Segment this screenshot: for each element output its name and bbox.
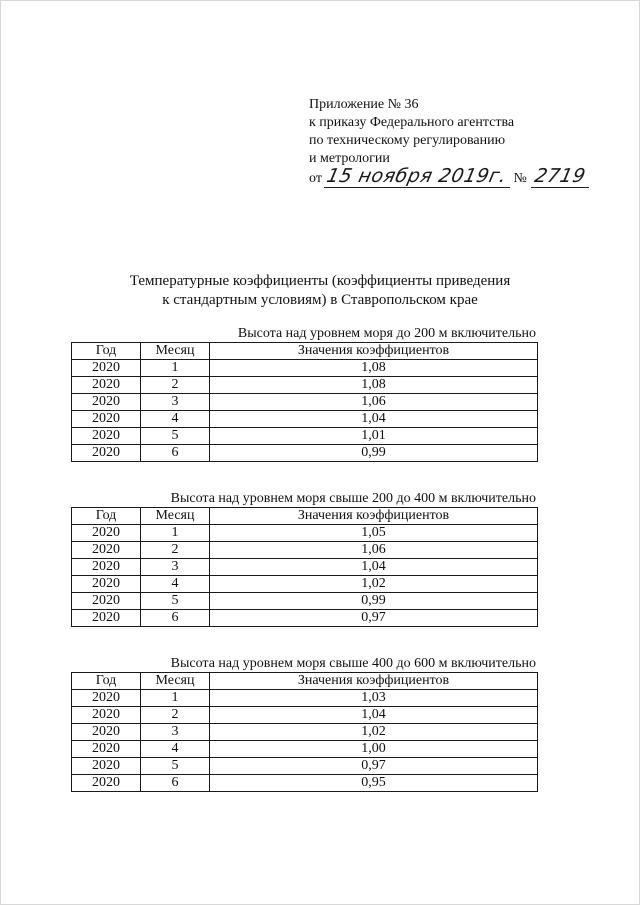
cell-month: 1 <box>141 525 210 542</box>
cell-month: 3 <box>141 394 210 411</box>
section-caption: Высота над уровнем моря до 200 м включительно <box>237 326 536 341</box>
cell-value: 1,08 <box>210 377 538 394</box>
cell-year: 2020 <box>72 707 141 724</box>
cell-value: 1,00 <box>210 741 538 758</box>
cell-month: 2 <box>141 542 210 559</box>
table-row <box>72 559 538 576</box>
cell-value: 1,03 <box>210 690 538 707</box>
table-row <box>72 525 538 542</box>
coefficients-table <box>71 342 538 462</box>
section-altitude-200-400 <box>71 491 537 627</box>
column-header-year: Год <box>72 343 141 360</box>
cell-month: 4 <box>141 411 210 428</box>
cell-year: 2020 <box>72 724 141 741</box>
section-altitude-0-200 <box>71 326 537 462</box>
cell-year: 2020 <box>72 775 141 792</box>
cell-year: 2020 <box>72 610 141 627</box>
column-header-value: Значения коэффициентов <box>210 673 538 690</box>
cell-value: 1,04 <box>210 707 538 724</box>
column-header-month: Месяц <box>141 508 210 525</box>
table-row <box>72 377 538 394</box>
table-row <box>72 724 538 741</box>
column-header-value: Значения коэффициентов <box>210 343 538 360</box>
cell-month: 5 <box>141 758 210 775</box>
cell-year: 2020 <box>72 758 141 775</box>
table-row <box>72 741 538 758</box>
order-date-line <box>309 165 589 188</box>
cell-value: 1,06 <box>210 542 538 559</box>
cell-month: 1 <box>141 360 210 377</box>
cell-value: 1,01 <box>210 428 538 445</box>
cell-month: 2 <box>141 707 210 724</box>
cell-year: 2020 <box>72 576 141 593</box>
cell-year: 2020 <box>72 394 141 411</box>
cell-value: 0,99 <box>210 445 538 462</box>
column-header-value: Значения коэффициентов <box>210 508 538 525</box>
cell-month: 6 <box>141 775 210 792</box>
document-title-line-2: к стандартным условиям) в Ставропольском крае <box>162 292 478 308</box>
cell-month: 5 <box>141 428 210 445</box>
cell-value: 0,95 <box>210 775 538 792</box>
cell-value: 0,99 <box>210 593 538 610</box>
cell-year: 2020 <box>72 377 141 394</box>
table-row <box>72 445 538 462</box>
cell-month: 1 <box>141 690 210 707</box>
cell-month: 3 <box>141 559 210 576</box>
cell-month: 3 <box>141 724 210 741</box>
handwritten-number-field <box>531 165 589 188</box>
column-header-month: Месяц <box>141 343 210 360</box>
number-label: № <box>513 171 527 186</box>
section-caption: Высота над уровнем моря свыше 400 до 600 м включительно <box>170 656 536 671</box>
cell-value: 1,02 <box>210 724 538 741</box>
table-row <box>72 394 538 411</box>
document-title <box>0 272 640 310</box>
coefficients-table <box>71 672 538 792</box>
section-caption: Высота над уровнем моря свыше 200 до 400 м включительно <box>170 491 536 506</box>
cell-month: 4 <box>141 741 210 758</box>
cell-month: 5 <box>141 593 210 610</box>
table-row <box>72 593 538 610</box>
appendix-number: Приложение № 36 <box>309 97 419 112</box>
order-reference-line: к приказу Федерального агентства <box>309 115 515 130</box>
handwritten-number: 2719 <box>532 165 588 187</box>
column-header-year: Год <box>72 508 141 525</box>
cell-year: 2020 <box>72 593 141 610</box>
table-row <box>72 360 538 377</box>
cell-year: 2020 <box>72 360 141 377</box>
handwritten-date: 15 ноября 2019г. <box>324 165 509 187</box>
table-row <box>72 758 538 775</box>
table-row <box>72 775 538 792</box>
cell-year: 2020 <box>72 411 141 428</box>
cell-value: 1,04 <box>210 411 538 428</box>
table-header-row <box>72 343 538 360</box>
coefficients-table <box>71 507 538 627</box>
cell-month: 2 <box>141 377 210 394</box>
cell-year: 2020 <box>72 559 141 576</box>
cell-value: 1,06 <box>210 394 538 411</box>
cell-month: 4 <box>141 576 210 593</box>
agency-name-line: по техническому регулированию <box>309 133 506 148</box>
table-header-row <box>72 508 538 525</box>
column-header-year: Год <box>72 673 141 690</box>
cell-month: 6 <box>141 610 210 627</box>
column-header-month: Месяц <box>141 673 210 690</box>
cell-value: 1,08 <box>210 360 538 377</box>
date-prefix: от <box>309 171 322 186</box>
agency-name-line-end: и метрологии <box>309 151 390 166</box>
table-header-row <box>72 673 538 690</box>
appendix-header <box>309 96 589 188</box>
cell-value: 1,04 <box>210 559 538 576</box>
cell-year: 2020 <box>72 542 141 559</box>
cell-year: 2020 <box>72 741 141 758</box>
table-row <box>72 610 538 627</box>
cell-value: 0,97 <box>210 758 538 775</box>
table-row <box>72 542 538 559</box>
cell-month: 6 <box>141 445 210 462</box>
cell-year: 2020 <box>72 428 141 445</box>
table-row <box>72 576 538 593</box>
table-row <box>72 707 538 724</box>
cell-value: 1,05 <box>210 525 538 542</box>
document-title-line-1: Температурные коэффициенты (коэффициенты приведения <box>129 273 511 289</box>
cell-value: 1,02 <box>210 576 538 593</box>
table-row <box>72 428 538 445</box>
cell-value: 0,97 <box>210 610 538 627</box>
table-row <box>72 690 538 707</box>
handwritten-date-field <box>324 165 510 188</box>
section-altitude-400-600 <box>71 656 537 792</box>
cell-year: 2020 <box>72 690 141 707</box>
cell-year: 2020 <box>72 445 141 462</box>
table-row <box>72 411 538 428</box>
cell-year: 2020 <box>72 525 141 542</box>
